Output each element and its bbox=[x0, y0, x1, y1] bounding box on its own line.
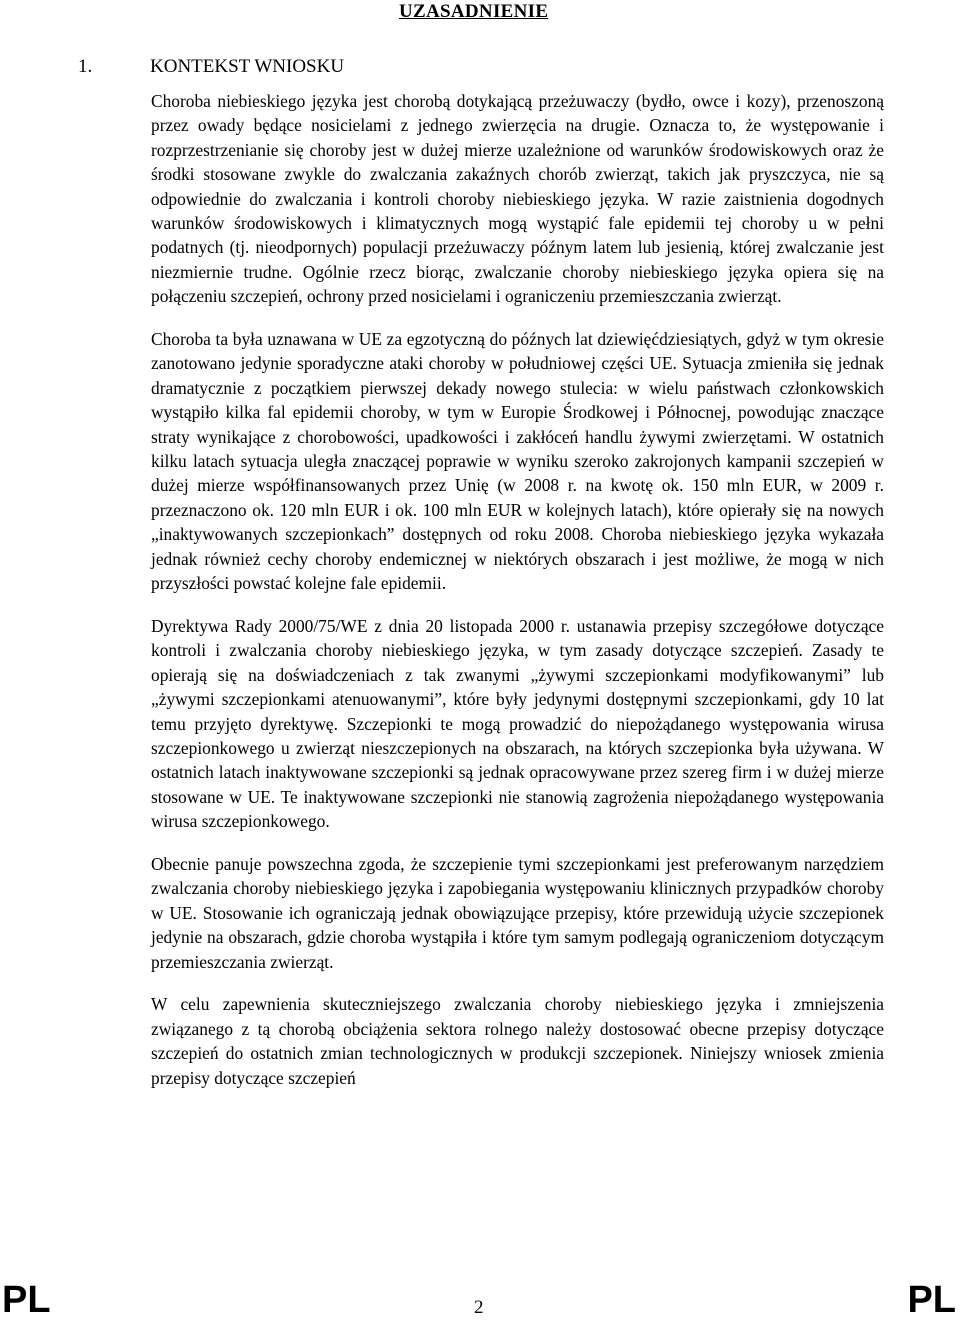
body-text bbox=[151, 89, 884, 1108]
paragraph: Dyrektywa Rady 2000/75/WE z dnia 20 listopada 2000 r. ustanawia przepisy szczegółowe dotyczące kontroli i zwalczania choroby niebieskiego języka, w tym zasady dotyczące szczepień. Zasady te opierają się na doświadczeniach z tak zwanymi „żywymi szczepionkami modyfikowanymi” lub „żywymi szczepionkami atenuowanymi”, które były jedynymi dostępnymi szczepionkami, gdy 10 lat temu przyjęto dyrektywę. Szczepionki te mogą prowadzić do niepożądanego występowania wirusa szczepionkowego u zwierząt nieszczepionych na obszarach, na których szczepionka była używana. W ostatnich latach inaktywowane szczepionki są jednak opracowywane przez szereg firm i w dużej mierze stosowane w UE. Te inaktywowane szczepionki nie stanowią zagrożenia niepożądanego występowania wirusa szczepionkowego. bbox=[151, 615, 884, 832]
paragraph: Choroba ta była uznawana w UE za egzotyczną do późnych lat dziewięćdziesiątych, gdyż w tym okresie zanotowano jedynie sporadyczne ataki choroby w południowej części UE. Sytuacja zmieniła się jednak dramatycznie z początkiem pierwszej dekady nowego stulecia: w wielu państwach członkowskich wystąpiło kilka fal epidemii choroby, w tym w Europie Środkowej i Północnej, powodując znaczące straty wynikające z chorobowości, upadkowości i zakłóceń handlu żywymi zwierzętami. W ostatnich kilku latach sytuacja uległa znaczącej poprawie w wyniku szeroko zakrojonych kampanii szczepień w dużej mierze współfinansowanych przez Unię (w 2008 r. na kwotę ok. 150 mln EUR, w 2009 r. przeznaczono ok. 120 mln EUR i ok. 100 mln EUR w kolejnych latach), które opierały się na nowych „inaktywowanych szczepionkach” dostępnych od roku 2008. Choroba niebieskiego języka wykazała jednak również cechy choroby endemicznej w niektórych obszarach i jest możliwe, że mogą w nich przyszłości powstać kolejne fale epidemii. bbox=[151, 329, 884, 594]
section-heading-text: KONTEKST WNIOSKU bbox=[150, 56, 345, 77]
footer-language-right: PL bbox=[907, 1279, 956, 1321]
paragraph: W celu zapewnienia skuteczniejszego zwalczania choroby niebieskiego języka i zmniejszenia związanego z tą chorobą obciążenia sektora rolnego należy dostosować obecne przepisy dotyczące szczepień do ostatnich zmian technologicznych w produkcji szczepionek. Niniejszy wniosek zmienia przepisy dotyczące szczepień bbox=[151, 994, 884, 1088]
page-number: 2 bbox=[474, 1297, 484, 1318]
paragraph: Obecnie panuje powszechna zgoda, że szczepienie tymi szczepionkami jest preferowanym narzędziem zwalczania choroby niebieskiego języka i zapobiegania występowaniu klinicznych przypadków choroby w UE. Stosowanie ich ograniczają jednak obowiązujące przepisy, które przewidują użycie szczepionek jedynie na obszarach, gdzie choroba wystąpiła i które tym samym podlegają ograniczeniom dotyczącym przemieszczania zwierząt. bbox=[151, 853, 884, 972]
footer-language-left: PL bbox=[2, 1279, 51, 1321]
paragraph: Choroba niebieskiego języka jest chorobą dotykającą przeżuwaczy (bydło, owce i kozy), przenoszoną przez owady będące nosicielami z jednego zwierzęcia na drugie. Oznacza to, że występowanie i rozprzestrzenianie się choroby jest w dużej mierze uzależnione od warunków środowiskowych oraz że środki stosowane zwykle do zwalczania zakaźnych chorób zwierząt, takich jak pryszczyca, nie są odpowiednie do zwalczania i kontroli choroby niebieskiego języka. W razie zaistnienia dogodnych warunków środowiskowych i klimatycznych mogą wystąpić fale epidemii tej choroby u w pełni podatnych (tj. nieodpornych) populacji przeżuwaczy późnym latem lub jesienią, której zwalczanie jest niezmiernie trudne. Ogólnie rzecz biorąc, zwalczanie choroby niebieskiego języka opiera się na połączeniu szczepień, ochrony przed nosicielami i ograniczeniu przemieszczania zwierząt. bbox=[151, 91, 884, 307]
section-number: 1. bbox=[78, 56, 93, 77]
document-title: UZASADNIENIE bbox=[399, 1, 549, 22]
section-heading bbox=[78, 55, 344, 79]
